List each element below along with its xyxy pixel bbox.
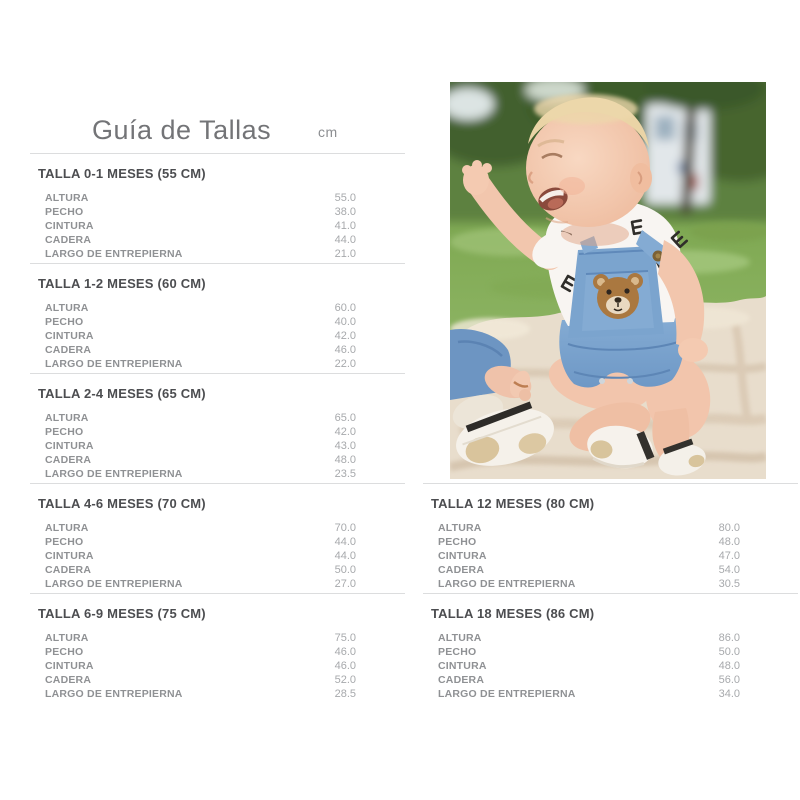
measure-label: CINTURA <box>45 220 94 232</box>
measure-value: 46.0 <box>334 344 356 356</box>
measure-row <box>438 521 740 535</box>
measure-label: PECHO <box>45 646 84 658</box>
measure-value: 48.0 <box>718 660 740 672</box>
measure-label: CADERA <box>438 564 485 576</box>
size-section <box>423 483 798 593</box>
measure-label: LARGO DE ENTREPIERNA <box>45 578 183 590</box>
measure-value: 50.0 <box>334 564 356 576</box>
measure-value: 70.0 <box>334 522 356 534</box>
section-title: TALLA 0-1 MESES (55 CM) <box>38 166 206 181</box>
measure-list <box>30 521 405 591</box>
measure-value: 42.0 <box>334 330 356 342</box>
measure-label: ALTURA <box>45 632 89 644</box>
size-section <box>423 593 798 703</box>
measure-row <box>45 687 356 701</box>
measure-label: CADERA <box>45 344 92 356</box>
measure-value: 27.0 <box>334 578 356 590</box>
measure-value: 55.0 <box>334 192 356 204</box>
size-sections-bottom-right <box>423 483 798 703</box>
section-title: TALLA 6-9 MESES (75 CM) <box>38 606 206 621</box>
measure-row <box>45 659 356 673</box>
measure-list <box>30 411 405 481</box>
measure-row <box>45 549 356 563</box>
measure-label: PECHO <box>45 536 84 548</box>
measure-row <box>438 631 740 645</box>
measure-row <box>438 563 740 577</box>
measure-label: CINTURA <box>45 550 94 562</box>
measure-value: 44.0 <box>334 550 356 562</box>
measure-value: 30.5 <box>718 578 740 590</box>
measure-label: LARGO DE ENTREPIERNA <box>45 688 183 700</box>
measure-row <box>45 247 356 261</box>
measure-label: PECHO <box>45 426 84 438</box>
measure-value: 52.0 <box>334 674 356 686</box>
measure-row <box>438 645 740 659</box>
measure-label: PECHO <box>45 206 84 218</box>
measure-label: CINTURA <box>45 660 94 672</box>
section-title: TALLA 18 MESES (86 CM) <box>431 606 595 621</box>
measure-value: 46.0 <box>334 646 356 658</box>
size-section <box>30 263 405 373</box>
measure-row <box>45 439 356 453</box>
measure-row <box>45 535 356 549</box>
measure-row <box>45 631 356 645</box>
measure-label: ALTURA <box>438 632 482 644</box>
section-title: TALLA 1-2 MESES (60 CM) <box>38 276 206 291</box>
measure-row <box>45 233 356 247</box>
measure-value: 60.0 <box>334 302 356 314</box>
measure-label: CINTURA <box>45 330 94 342</box>
measure-label: ALTURA <box>45 302 89 314</box>
measure-label: LARGO DE ENTREPIERNA <box>45 248 183 260</box>
size-sections-top <box>30 153 405 483</box>
section-title: TALLA 12 MESES (80 CM) <box>431 496 595 511</box>
size-section <box>30 153 405 263</box>
measure-label: CADERA <box>45 454 92 466</box>
section-title: TALLA 4-6 MESES (70 CM) <box>38 496 206 511</box>
measure-value: 48.0 <box>334 454 356 466</box>
unit-label: cm <box>318 124 338 140</box>
measure-label: LARGO DE ENTREPIERNA <box>438 688 576 700</box>
measure-value: 38.0 <box>334 206 356 218</box>
size-section <box>30 373 405 483</box>
measure-value: 65.0 <box>334 412 356 424</box>
measure-row <box>45 577 356 591</box>
size-section <box>30 593 405 703</box>
measure-label: CINTURA <box>45 440 94 452</box>
baby-photo <box>450 82 766 479</box>
measure-value: 23.5 <box>334 468 356 480</box>
measure-label: LARGO DE ENTREPIERNA <box>45 468 183 480</box>
measure-list <box>423 521 798 591</box>
measure-row <box>45 191 356 205</box>
measure-value: 75.0 <box>334 632 356 644</box>
measure-row <box>45 343 356 357</box>
measure-list <box>423 631 798 701</box>
measure-value: 42.0 <box>334 426 356 438</box>
measure-list <box>30 301 405 371</box>
measure-label: LARGO DE ENTREPIERNA <box>45 358 183 370</box>
measure-row <box>438 577 740 591</box>
measure-label: CADERA <box>45 674 92 686</box>
measure-list <box>30 631 405 701</box>
measure-row <box>45 645 356 659</box>
measure-value: 86.0 <box>718 632 740 644</box>
measure-value: 34.0 <box>718 688 740 700</box>
measure-label: PECHO <box>438 536 477 548</box>
section-title: TALLA 2-4 MESES (65 CM) <box>38 386 206 401</box>
measure-row <box>45 425 356 439</box>
measure-value: 80.0 <box>718 522 740 534</box>
measure-row <box>45 205 356 219</box>
measure-list <box>30 191 405 261</box>
measure-value: 47.0 <box>718 550 740 562</box>
measure-row <box>45 521 356 535</box>
measure-row <box>45 315 356 329</box>
measure-row <box>438 549 740 563</box>
measure-value: 22.0 <box>334 358 356 370</box>
measure-value: 41.0 <box>334 220 356 232</box>
measure-row <box>438 673 740 687</box>
measure-value: 56.0 <box>718 674 740 686</box>
measure-label: ALTURA <box>438 522 482 534</box>
measure-label: CADERA <box>438 674 485 686</box>
measure-row <box>45 467 356 481</box>
measure-value: 40.0 <box>334 316 356 328</box>
measure-row <box>45 563 356 577</box>
measure-row <box>45 219 356 233</box>
measure-value: 21.0 <box>334 248 356 260</box>
measure-label: PECHO <box>438 646 477 658</box>
measure-label: PECHO <box>45 316 84 328</box>
measure-value: 28.5 <box>334 688 356 700</box>
measure-label: CADERA <box>45 234 92 246</box>
measure-row <box>45 673 356 687</box>
measure-label: ALTURA <box>45 192 89 204</box>
size-section <box>30 483 405 593</box>
measure-label: CADERA <box>45 564 92 576</box>
size-sections-bottom-left <box>30 483 405 703</box>
measure-row <box>45 301 356 315</box>
measure-value: 43.0 <box>334 440 356 452</box>
measure-value: 46.0 <box>334 660 356 672</box>
measure-value: 44.0 <box>334 536 356 548</box>
measure-row <box>45 411 356 425</box>
measure-value: 48.0 <box>718 536 740 548</box>
measure-row <box>45 453 356 467</box>
measure-row <box>45 329 356 343</box>
measure-value: 44.0 <box>334 234 356 246</box>
measure-row <box>45 357 356 371</box>
measure-value: 50.0 <box>718 646 740 658</box>
measure-row <box>438 535 740 549</box>
measure-row <box>438 659 740 673</box>
measure-label: CINTURA <box>438 550 487 562</box>
measure-value: 54.0 <box>718 564 740 576</box>
measure-label: ALTURA <box>45 522 89 534</box>
measure-label: ALTURA <box>45 412 89 424</box>
measure-label: CINTURA <box>438 660 487 672</box>
page-title: Guía de Tallas <box>92 115 272 145</box>
measure-row <box>438 687 740 701</box>
measure-label: LARGO DE ENTREPIERNA <box>438 578 576 590</box>
